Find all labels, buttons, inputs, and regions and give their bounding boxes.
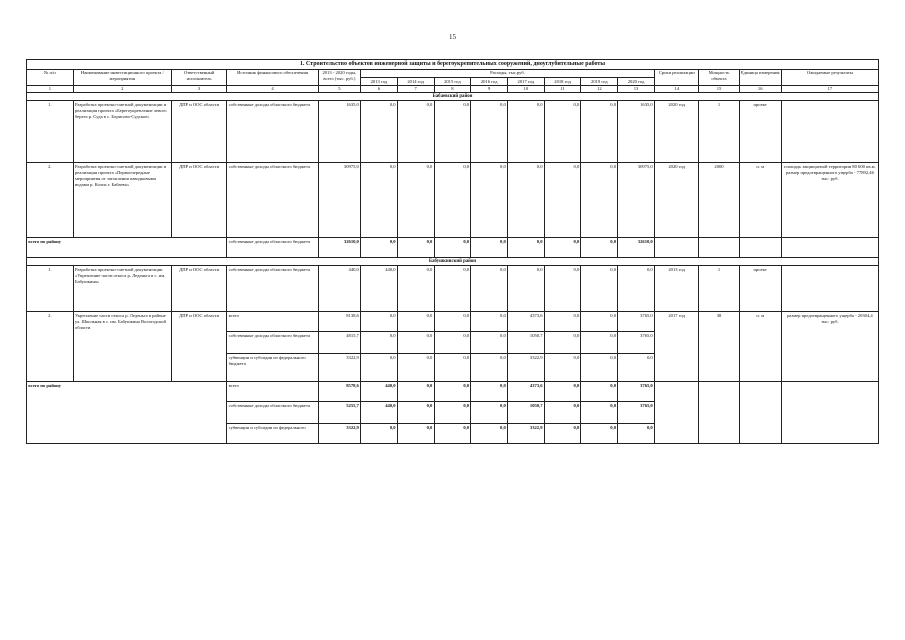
row-value-2013: 0,0: [361, 354, 398, 382]
row-value-2017: 3322,9: [507, 354, 544, 382]
row-capacity: 38: [699, 312, 739, 382]
row-total: 3322,9: [318, 354, 360, 382]
empty-cell: [781, 382, 878, 444]
row-value-2013: 0,0: [361, 101, 398, 163]
table-title: 1. Строительство объектов инженерной защиты и берегоукрепительных сооружений, дноуглубительные работы: [27, 60, 879, 70]
section-title-babaevsky: Бабаевский район: [27, 93, 879, 101]
row-source: всего: [227, 312, 318, 332]
row-value-2018: 0,0: [544, 101, 581, 163]
row-value-2014: 0,0: [397, 101, 434, 163]
row-value-2016: 0,0: [471, 312, 508, 332]
header-result: Ожидаемые результаты: [781, 69, 878, 85]
header-term: Сроки реализации: [654, 69, 699, 85]
column-number: 13: [618, 86, 655, 93]
row-unit: п. м: [739, 163, 781, 238]
row-term: 2013 год: [654, 266, 699, 312]
row-num: 2.: [27, 163, 74, 238]
total-value-2019: 0,0: [581, 424, 618, 444]
row-value-2013: 0,0: [361, 312, 398, 332]
investment-table-sheet: [26, 59, 879, 444]
total-sum: 32610,0: [318, 238, 360, 258]
column-number: 8: [434, 86, 471, 93]
row-value-2018: 0,0: [544, 354, 581, 382]
row-value-2015: 0,0: [434, 332, 471, 354]
row-name: Укрепление части откоса р. Леденьга в районе ул. Школьная в с. им. Бабушкина Вологодской области: [73, 312, 171, 382]
header-capacity: Мощность объекта: [699, 69, 739, 85]
row-value-2019: 0,0: [581, 163, 618, 238]
row-value-2015: 0,0: [434, 266, 471, 312]
total-source: всего: [227, 382, 318, 402]
total-sum: 8578,6: [318, 382, 360, 402]
total-label: всего по району: [27, 238, 227, 258]
row-value-2018: 0,0: [544, 332, 581, 354]
empty-cell: [654, 238, 699, 258]
row-result: [781, 266, 878, 312]
column-number: 9: [471, 86, 508, 93]
row-result: размер предотвращенного ущерба - 20304,4 тыс. руб.: [781, 312, 878, 382]
column-number: 6: [361, 86, 398, 93]
row-name: Разработка проектно-сметной документации и реализация проекта «Первоочередные мероприятия от затопления паводковыми водами р. Колпь г. Бабаево»: [73, 163, 171, 238]
row-term: 2017 год: [654, 312, 699, 382]
column-number: 10: [507, 86, 544, 93]
total-value-2013: 440,0: [361, 382, 398, 402]
header-executor: Ответственный исполнитель: [171, 69, 227, 85]
row-unit: проект: [739, 101, 781, 163]
row-value-2020: 1635,0: [618, 101, 655, 163]
header-year-2016: 2016 год: [471, 77, 508, 85]
row-value-2016: 0,0: [471, 332, 508, 354]
row-total: 30975,0: [318, 163, 360, 238]
total-label: всего по району: [27, 382, 227, 444]
total-value-2019: 0,0: [581, 238, 618, 258]
total-sum: 3322,9: [318, 424, 360, 444]
total-value-2017: 1050,7: [507, 402, 544, 424]
table-row: [27, 163, 879, 238]
total-value-2014: 0,0: [397, 238, 434, 258]
total-value-2018: 0,0: [544, 238, 581, 258]
row-unit: п. м: [739, 312, 781, 382]
row-unit: проект: [739, 266, 781, 312]
total-value-2020: 0,0: [618, 424, 655, 444]
total-value-2014: 0,0: [397, 382, 434, 402]
header-source: Источник финансового обеспечения: [227, 69, 318, 85]
total-value-2013: 0,0: [361, 238, 398, 258]
total-value-2016: 0,0: [471, 238, 508, 258]
total-sum: 5255,7: [318, 402, 360, 424]
total-row: [27, 382, 879, 402]
row-source: собственные доходы областного бюджета: [227, 332, 318, 354]
total-value-2015: 0,0: [434, 238, 471, 258]
total-value-2019: 0,0: [581, 382, 618, 402]
header-unit: Единица измерения: [739, 69, 781, 85]
row-total: 4815,7: [318, 332, 360, 354]
column-number: 2: [73, 86, 171, 93]
header-total: 2013 - 2020 годы, всего (тыс. руб.): [318, 69, 360, 85]
header-num: № п/п: [27, 69, 74, 85]
row-value-2015: 0,0: [434, 354, 471, 382]
header-year-2019: 2019 год: [581, 77, 618, 85]
row-value-2014: 0,0: [397, 332, 434, 354]
total-value-2018: 0,0: [544, 402, 581, 424]
column-number: 5: [318, 86, 360, 93]
total-value-2013: 440,0: [361, 402, 398, 424]
row-value-2017: 1050,7: [507, 332, 544, 354]
total-value-2014: 0,0: [397, 402, 434, 424]
header-year-2018: 2018 год: [544, 77, 581, 85]
column-number: 15: [699, 86, 739, 93]
total-value-2015: 0,0: [434, 424, 471, 444]
total-source: собственные доходы областного бюджета: [227, 402, 318, 424]
row-num: 2.: [27, 312, 74, 382]
row-value-2019: 0,0: [581, 332, 618, 354]
column-numbers-row: [27, 86, 879, 93]
row-capacity: 1: [699, 266, 739, 312]
row-executor: ДПР и ООС области: [171, 163, 227, 238]
total-value-2014: 0,0: [397, 424, 434, 444]
row-executor: ДПР и ООС области: [171, 101, 227, 163]
row-value-2014: 0,0: [397, 163, 434, 238]
row-value-2013: 0,0: [361, 332, 398, 354]
column-number: 4: [227, 86, 318, 93]
empty-cell: [739, 382, 781, 444]
total-value-2018: 0,0: [544, 424, 581, 444]
row-term: 2020 год: [654, 101, 699, 163]
row-value-2016: 0,0: [471, 101, 508, 163]
row-value-2014: 0,0: [397, 354, 434, 382]
row-total: 1635,0: [318, 101, 360, 163]
row-value-2016: 0,0: [471, 354, 508, 382]
total-value-2016: 0,0: [471, 402, 508, 424]
total-value-2013: 0,0: [361, 424, 398, 444]
row-name: Разработка проектно-сметной документации «Укрепление части откоса р. Леденьга в с. им. Бабушкина»: [73, 266, 171, 312]
total-value-2020: 32610,0: [618, 238, 655, 258]
row-value-2017: 4373,6: [507, 312, 544, 332]
row-value-2020: 30975,0: [618, 163, 655, 238]
total-value-2019: 0,0: [581, 402, 618, 424]
row-value-2020: 0,0: [618, 266, 655, 312]
row-name: Разработка проектно-сметной документации и реализация проекта «Берегоукрепление левого берега р. Суда в с. Борисово-Судское»: [73, 101, 171, 163]
table-row: [27, 101, 879, 163]
row-source: собственные доходы областного бюджета: [227, 163, 318, 238]
empty-cell: [699, 238, 739, 258]
header-expenses: Расходы, тыс.руб.: [361, 69, 655, 77]
table-row: [27, 266, 879, 312]
table-row: [27, 312, 879, 332]
row-value-2017: 0,0: [507, 163, 544, 238]
column-number: 17: [781, 86, 878, 93]
row-value-2014: 0,0: [397, 266, 434, 312]
header-year-2017: 2017 год: [507, 77, 544, 85]
row-value-2015: 0,0: [434, 163, 471, 238]
total-value-2017: 3322,9: [507, 424, 544, 444]
row-value-2019: 0,0: [581, 266, 618, 312]
total-value-2015: 0,0: [434, 382, 471, 402]
row-source: собственные доходы областного бюджета: [227, 101, 318, 163]
total-value-2015: 0,0: [434, 402, 471, 424]
investment-table: [26, 59, 879, 444]
row-result: [781, 101, 878, 163]
row-total: 8138,6: [318, 312, 360, 332]
row-value-2016: 0,0: [471, 163, 508, 238]
row-value-2014: 0,0: [397, 312, 434, 332]
row-value-2016: 0,0: [471, 266, 508, 312]
row-value-2017: 0,0: [507, 266, 544, 312]
row-executor: ДПР и ООС области: [171, 266, 227, 312]
header-name: Наименование инвестиционного проекта / мероприятия: [73, 69, 171, 85]
column-number: 1: [27, 86, 74, 93]
column-number: 11: [544, 86, 581, 93]
column-number: 12: [581, 86, 618, 93]
row-value-2013: 440,0: [361, 266, 398, 312]
row-value-2018: 0,0: [544, 266, 581, 312]
row-value-2020: 3765,0: [618, 312, 655, 332]
empty-cell: [699, 382, 739, 444]
row-total: 440,0: [318, 266, 360, 312]
total-value-2020: 3765,0: [618, 382, 655, 402]
row-value-2019: 0,0: [581, 101, 618, 163]
section-title-babushkinsky: Бабушкинский район: [27, 258, 879, 266]
empty-cell: [781, 238, 878, 258]
column-number: 3: [171, 86, 227, 93]
column-number: 7: [397, 86, 434, 93]
header-year-2020: 2020 год: [618, 77, 655, 85]
total-value-2020: 3765,0: [618, 402, 655, 424]
row-value-2013: 0,0: [361, 163, 398, 238]
empty-cell: [654, 382, 699, 444]
row-value-2020: 0,0: [618, 354, 655, 382]
row-value-2018: 0,0: [544, 163, 581, 238]
total-row: [27, 238, 879, 258]
total-value-2016: 0,0: [471, 382, 508, 402]
page-number: 15: [449, 33, 456, 41]
row-source: собственные доходы областного бюджета: [227, 266, 318, 312]
row-value-2019: 0,0: [581, 354, 618, 382]
empty-cell: [739, 238, 781, 258]
row-value-2020: 3765,0: [618, 332, 655, 354]
total-source: собственные доходы областного бюджета: [227, 238, 318, 258]
total-value-2016: 0,0: [471, 424, 508, 444]
column-number: 16: [739, 86, 781, 93]
row-executor: ДПР и ООС области: [171, 312, 227, 382]
total-value-2017: 4373,6: [507, 382, 544, 402]
row-value-2015: 0,0: [434, 101, 471, 163]
row-term: 2020 год: [654, 163, 699, 238]
row-value-2015: 0,0: [434, 312, 471, 332]
header-year-2013: 2013 год: [361, 77, 398, 85]
header-year-2014: 2014 год: [397, 77, 434, 85]
total-source: субвенции и субсидии из федерального: [227, 424, 318, 444]
row-value-2017: 0,0: [507, 101, 544, 163]
row-capacity: 2000: [699, 163, 739, 238]
total-value-2017: 0,0: [507, 238, 544, 258]
header-year-2015: 2015 год: [434, 77, 471, 85]
row-num: 1.: [27, 266, 74, 312]
row-result: площадь защищаемой территории 80 600 кв.м, размер предотвращенного ущерба - 77892,46 тыс. руб.: [781, 163, 878, 238]
row-num: 1.: [27, 101, 74, 163]
row-source: субвенции и субсидии из федерального бюджета: [227, 354, 318, 382]
column-number: 14: [654, 86, 699, 93]
row-value-2018: 0,0: [544, 312, 581, 332]
total-value-2018: 0,0: [544, 382, 581, 402]
row-value-2019: 0,0: [581, 312, 618, 332]
row-capacity: 1: [699, 101, 739, 163]
